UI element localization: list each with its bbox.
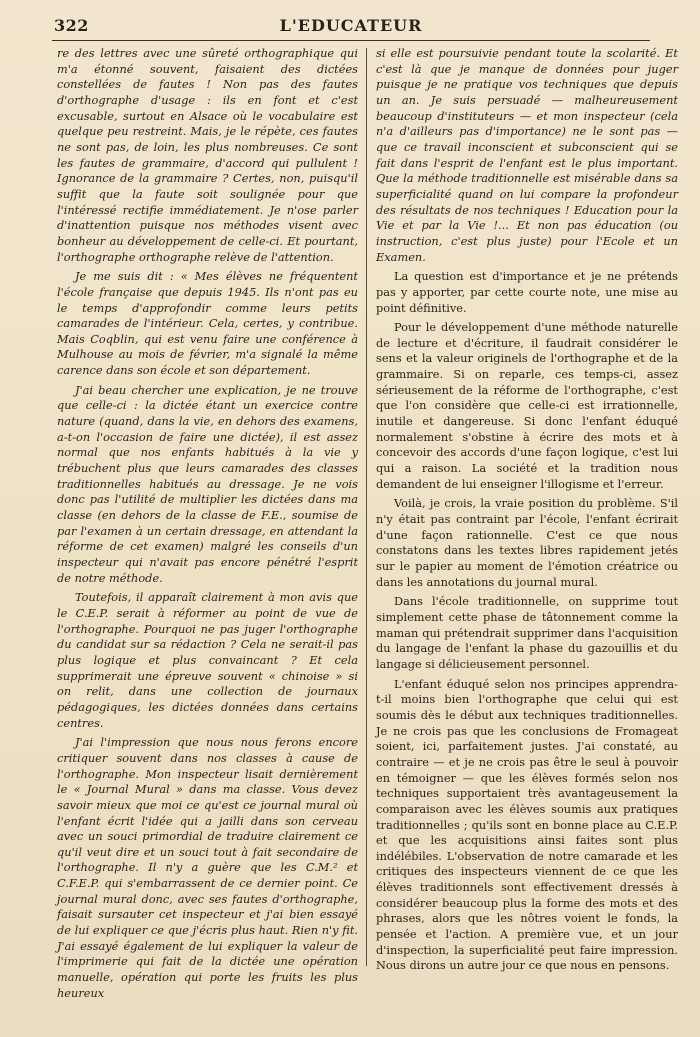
column-divider [366, 48, 367, 966]
journal-title: L'EDUCATEUR [279, 16, 423, 35]
paragraph: Toutefois, il apparaît clairement à mon avis que le C.E.P. serait à réformer au point de vue de l'orthographe. Pourquoi ne pas juger l'orthographe du candidat sur sa rédaction ? Cela ne serait-il pas plus logique et plus convaincant ? Et cela supprimerait une épreuve souvent « chinoise » si on relit, dans une collection de journaux pédagogiques, les dictées données dans certains centres. [57, 590, 358, 730]
paragraph: J'ai l'impression que nous nous ferons encore critiquer souvent dans nos classes à cause de l'orthographe. Mon inspecteur lisait dernièrement le « Journal Mural » dans ma classe. Vous devez savoir mieux que moi ce qu'est ce journal mural où l'enfant écrit l'idée qui a jailli dans son cerveau avec un souci primordial de traduire clairement ce qu'il veut dire et un souci tout à fait secondaire de l'orthographe. Il n'y a guère que les C.M.² et C.F.E.P. qui s'embarrassent de ce dernier point. Ce journal mural donc, avec ses fautes d'orthographe, faisait sursauter cet inspecteur et j'ai bien essayé de lui expliquer ce que j'écris plus haut. Rien n'y fit. J'ai essayé également de lui expliquer la valeur de l'imprimerie qui fait de la dictée une opération manuelle, opération qui porte les fruits les plus heureux [57, 735, 358, 1000]
page-header [50, 12, 652, 40]
paragraph: J'ai beau chercher une explication, je ne trouve que celle-ci : la dictée étant un exercice contre nature (quand, dans la vie, en dehors des examens, a-t-on l'occasion de faire une dictée), il est assez normal que nos enfants habitués à la vie y trébuchent plus que leurs camarades des classes traditionnelles habitués au dressage. Je ne vois donc pas l'utilité de multiplier les dictées dans ma classe (en dehors de la classe de F.E., soumise de par l'examen à un certain dressage, en attendant la réforme de cet examen) malgré les conseils d'un inspecteur qui n'avait pas encore pénétré l'esprit de notre méthode. [57, 382, 358, 585]
paragraph: Voilà, je crois, la vraie position du problème. S'il n'y était pas contraint par l'école, l'enfant écrirait d'une façon rationnelle. C'est ce que nous constatons dans les textes libres rapidement jetés sur le papier au moment de l'émotion créatrice ou dans les annotations du journal mural. [376, 496, 678, 589]
paragraph: re des lettres avec une sûreté orthographique qui m'a étonné souvent, faisaient des dictées constellées de fautes ! Non pas des fautes d'orthographe d'usage : ils en font et c'est excusable, surtout en Alsace où le vocabulaire est quelque peu restreint. Mais, je le répète, ces fautes ne sont pas, de loin, les plus nombreuses. Ce sont les fautes de grammaire, d'accord qui pullulent ! Ignorance de la grammaire ? Certes, non, puisqu'il suffit que la faute soit soulignée pour que l'intéressé rectifie immédiatement. Je n'ose parler d'inattention puisque nos méthodes visent avec bonheur au développement de celle-ci. Et pourtant, l'orthographe orthographe relève de l'attention. [57, 46, 358, 264]
paragraph: Dans l'école traditionnelle, on supprime tout simplement cette phase de tâtonnement comme la maman qui prétendrait supprimer dans l'acquisition du langage de l'enfant la phase du gazouillis et du langage si délicieusement personnel. [376, 594, 678, 671]
paragraph: Pour le développement d'une méthode naturelle de lecture et d'écriture, il faudrait considérer le sens et la valeur originels de l'orthographe et de la grammaire. Si on reparle, ces temps-ci, assez sérieusement de la réforme de l'orthographe, c'est que l'on considère que celle-ci est irrationnelle, inutile et dangereuse. Si donc l'enfant éduqué normalement s'obstine à écrire des mots et à concevoir des accords d'une façon logique, c'est lui qui a raison. La société et la tradition nous demandent de lui enseigner l'illogisme et l'erreur. [376, 320, 678, 491]
paragraph: L'enfant éduqué selon nos principes apprendra-t-il moins bien l'orthographe que celui qui est soumis dès le début aux techniques traditionnelles. Je ne crois pas que les conclusions de Fromageat soient, ici, parfaitement justes. J'ai constaté, au contraire — et je ne crois pas être le seul à pouvoir en témoigner — que les élèves formés selon nos techniques supportaient très avantageusement la comparaison avec les élèves soumis aux pratiques traditionnelles ; qu'ils sont en bonne place au C.E.P. et que les acquisitions ainsi faites sont plus indélébiles. L'observation de notre camarade et les critiques des inspecteurs viennent de ce que les élèves traditionnels sont effectivement dressés à considérer beaucoup plus la forme des mots et des phrases, alors que les nôtres voient le fonds, la pensée et l'action. A première vue, et un jour d'inspection, la superficialité peut faire impression. Nous dirons un autre jour ce que nous en pensons. [376, 676, 678, 973]
header-rule [52, 40, 650, 41]
paragraph: si elle est poursuivie pendant toute la scolarité. Et c'est là que je manque de données pour juger puisque je ne pratique vos techniques que depuis un an. Je suis persuadé — malheureusement beaucoup d'instituteurs — et mon inspecteur (cela n'a d'ailleurs pas d'importance) ne le sont pas — que ce travail inconscient et subconscient qui se fait dans l'esprit de l'enfant est le plus important. Que la méthode traditionnelle est misérable dans sa superficialité quand on lui compare la profondeur des résultats de nos techniques ! Education pour la Vie et par la Vie !... Et non pas éducation (ou instruction, c'est plus juste) pour l'Ecole et un Examen. [376, 46, 678, 264]
right-column [376, 46, 678, 978]
paragraph: Je me suis dit : « Mes élèves ne fréquentent l'école française que depuis 1945. Ils n'ont pas eu le temps d'approfondir comme leurs petits camarades de l'intérieur. Cela, certes, y contribue. Mais Coqblin, qui est venu faire une conférence à Mulhouse au mois de février, m'a signalé la même carence dans son école et son département. [57, 269, 358, 378]
left-column [57, 46, 358, 1005]
paragraph: La question est d'importance et je ne prétends pas y apporter, par cette courte note, une mise au point définitive. [376, 269, 678, 315]
page-number: 322 [54, 16, 89, 35]
